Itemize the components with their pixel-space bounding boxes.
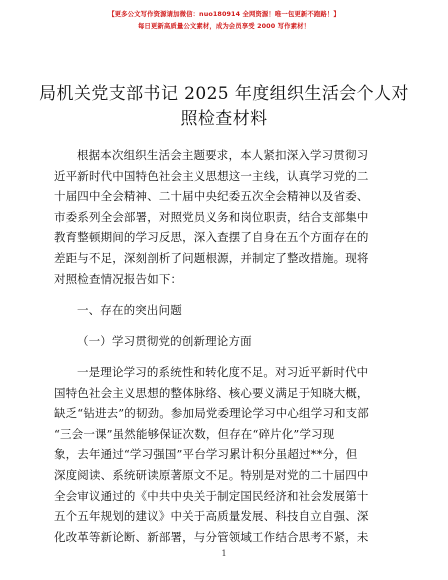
paragraph-line: 差距与不足，深刻剖析了问题根源，并制定了整改措施。现将 <box>54 250 369 265</box>
paragraph-line: 市委系列全会部署，对照党员义务和岗位职责，结合支部集中 <box>54 209 369 224</box>
header-banner-line2: 每日更新高质量公文素材，成为会员享受 2000 写作素材！ <box>137 22 311 30</box>
paragraph-line: 一是理论学习的系统性和转化度不足。对习近平新时代中 <box>77 365 369 379</box>
page-number: 1 <box>221 549 227 558</box>
paragraph-line: 深度阅读、系统研读原著原文不足。特别是对党的二十届四中 <box>54 467 369 482</box>
paragraph-line: 化改革等新论断、新部署，与分管领域工作结合思考不紧，未 <box>54 529 369 544</box>
paragraph-line: 缺乏“钻进去”的韧劲。参加局党委理论学习中心组学习和支部 <box>54 406 369 421</box>
paragraph-line: 全会审议通过的《中共中央关于制定国民经济和社会发展第十 <box>54 488 369 503</box>
paragraph-line: 对照检查情况报告如下： <box>54 271 183 286</box>
document-title-line1: 局机关党支部书记 2025 年度组织生活会个人对 <box>39 84 409 104</box>
section-heading: 一、存在的突出问题 <box>77 303 182 317</box>
subsection-heading: （一）学习贯彻党的创新理论方面 <box>77 334 252 348</box>
paragraph-line: 根据本次组织生活会主题要求，本人紧扣深入学习贯彻习 <box>77 148 369 162</box>
intro-paragraph <box>54 145 399 289</box>
paragraph-line: 十届四中全会精神、二十届中央纪委五次全会精神以及省委、 <box>54 189 369 204</box>
header-banner-line1: 【更多公文写作资源请加微信：nuo180914 全网资源！唯一包更新不跑路！】 <box>108 10 340 18</box>
body-paragraph <box>54 362 399 547</box>
paragraph-line: 近平新时代中国特色社会主义思想这一主线，认真学习党的二 <box>54 168 369 183</box>
paragraph-line: 教育整顿期间的学习反思，深入查摆了自身在五个方面存在的 <box>54 230 369 245</box>
document-title-line2: 照检查材料 <box>180 109 268 129</box>
paragraph-line: 五个五年规划的建议》中关于高质量发展、科技自立自强、深 <box>54 509 369 524</box>
paragraph-line: “三会一课”虽然能够保证次数，但存在“碎片化”学习现 <box>54 426 335 441</box>
paragraph-line: 象，去年通过“学习强国”平台学习累计积分虽超过**分，但 <box>54 447 358 462</box>
paragraph-line: 国特色社会主义思想的整体脉络、核心要义满足于知晓大概， <box>54 385 369 400</box>
